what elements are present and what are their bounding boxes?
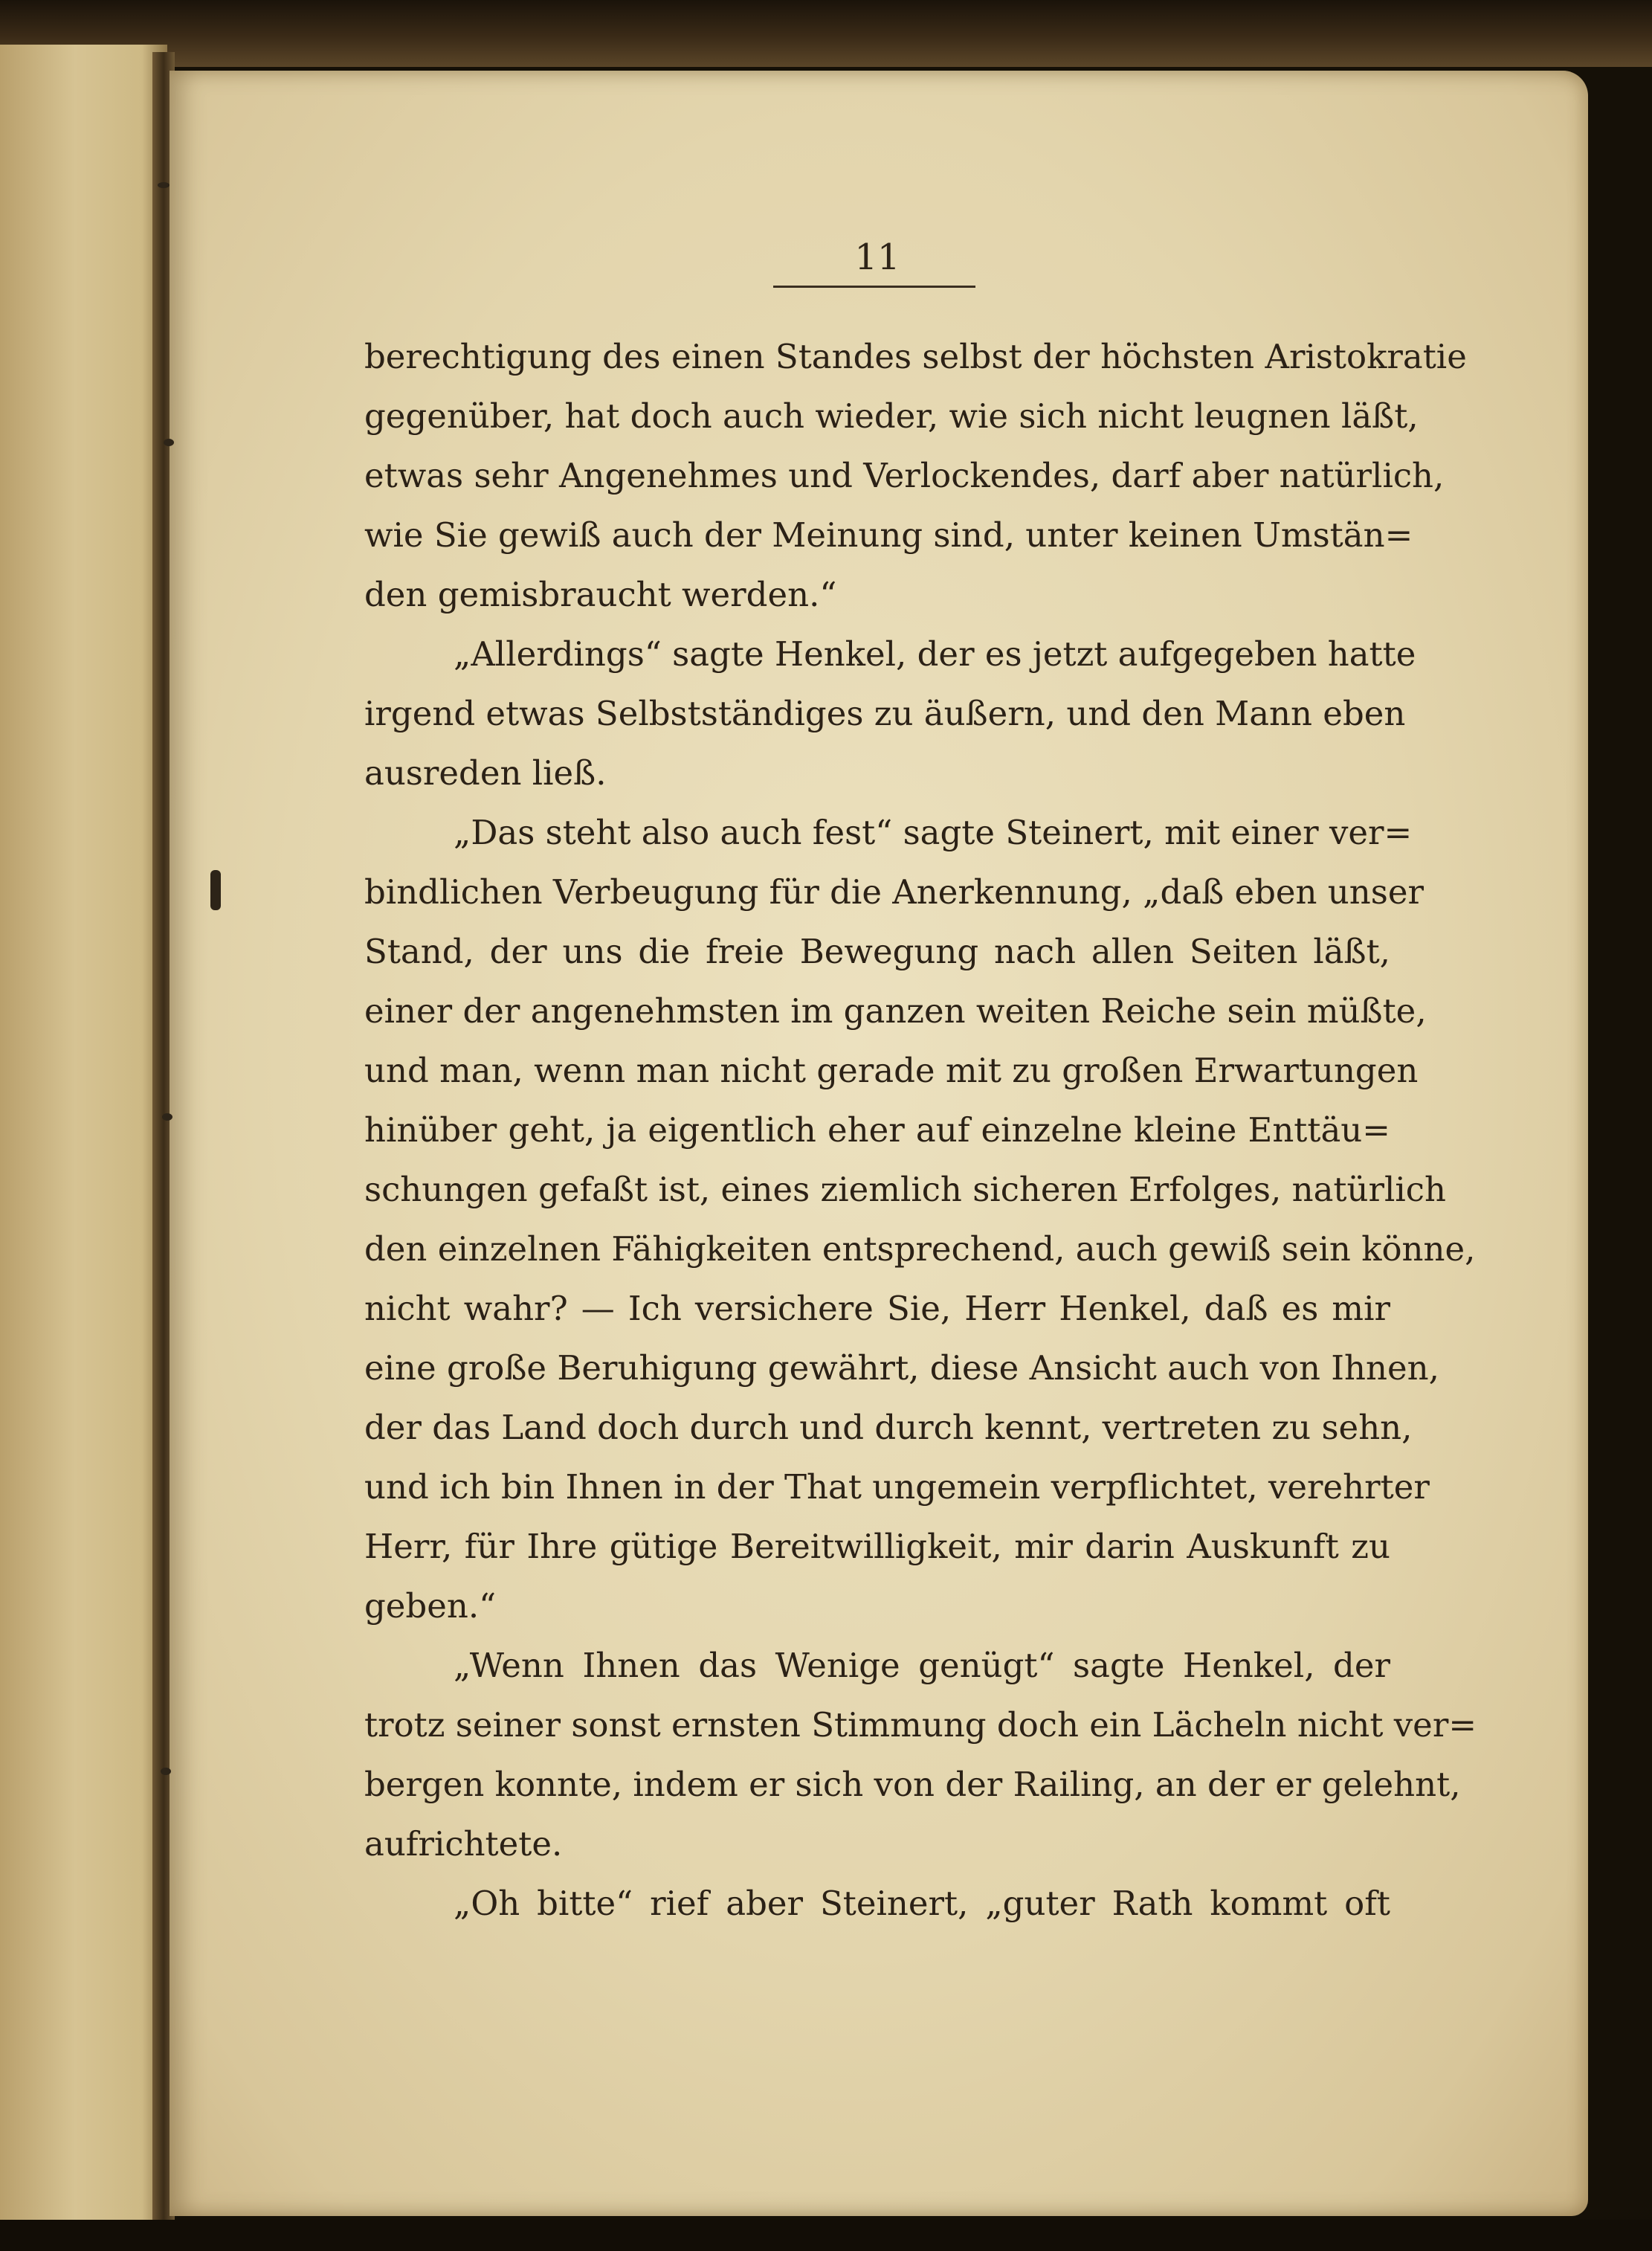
left-margin-mark — [161, 1768, 171, 1775]
text-line: den gemisbraucht werden.“ — [364, 575, 837, 614]
text-line: berechtigung des einen Standes selbst der höchsten Aristokratie — [364, 337, 1467, 376]
text-line: wie Sie gewiß auch der Meinung sind, unter keinen Umstän= — [364, 515, 1413, 555]
text-line: trotz seiner sonst ernsten Stimmung doch ein Lächeln nicht ver= — [364, 1705, 1477, 1745]
text-line: geben.“ — [364, 1586, 497, 1626]
page-number: 11 — [854, 236, 900, 278]
text-line: schungen gefaßt ist, eines ziemlich sicheren Erfolges, natürlich — [364, 1170, 1446, 1209]
book-top-edge — [0, 0, 1652, 67]
text-line: der das Land doch durch und durch kennt, vertreten zu sehn, — [364, 1408, 1413, 1447]
left-page-edge — [0, 45, 167, 2227]
text-line: bindlichen Verbeugung für die Anerkennung, „daß eben unser — [364, 872, 1424, 912]
text-line: nicht wahr? — Ich versichere Sie, Herr Henkel, daß es mir — [364, 1289, 1390, 1328]
text-line: „Wenn Ihnen das Wenige genügt“ sagte Henkel, der — [454, 1646, 1390, 1685]
text-line: irgend etwas Selbstständiges zu äußern, und den Mann eben — [364, 694, 1406, 733]
text-line: „Das steht also auch fest“ sagte Steinert, mit einer ver= — [454, 813, 1413, 852]
left-margin-mark — [210, 870, 221, 910]
text-line: den einzelnen Fähigkeiten entsprechend, auch gewiß sein könne, — [364, 1229, 1476, 1269]
text-line: einer der angenehmsten im ganzen weiten Reiche sein müßte, — [364, 991, 1427, 1031]
text-line: „Oh bitte“ rief aber Steinert, „guter Rath kommt oft — [454, 1884, 1390, 1923]
text-line: bergen konnte, indem er sich von der Railing, an der er gelehnt, — [364, 1765, 1461, 1804]
text-line: gegenüber, hat doch auch wieder, wie sich nicht leugnen läßt, — [364, 396, 1419, 436]
text-line: hinüber geht, ja eigentlich eher auf einzelne kleine Enttäu= — [364, 1110, 1390, 1150]
body-text — [364, 327, 1477, 1933]
text-line: aufrichtete. — [364, 1824, 563, 1864]
text-line: Herr, für Ihre gütige Bereitwilligkeit, mir darin Auskunft zu — [364, 1527, 1390, 1566]
left-margin-mark — [164, 439, 174, 446]
text-line: eine große Beruhigung gewährt, diese Ansicht auch von Ihnen, — [364, 1348, 1439, 1388]
left-margin-mark — [162, 1113, 172, 1121]
text-line: und ich bin Ihnen in der That ungemein verpflichtet, verehrter — [364, 1467, 1430, 1507]
text-line: „Allerdings“ sagte Henkel, der es jetzt aufgegeben hatte — [454, 634, 1416, 674]
text-line: ausreden ließ. — [364, 753, 607, 793]
text-line: etwas sehr Angenehmes und Verlockendes, darf aber natürlich, — [364, 456, 1445, 495]
left-margin-mark — [158, 182, 170, 188]
page-number-rule — [773, 286, 975, 288]
text-line: Stand, der uns die freie Bewegung nach allen Seiten läßt, — [364, 932, 1390, 971]
text-line: und man, wenn man nicht gerade mit zu großen Erwartungen — [364, 1051, 1419, 1090]
book-bottom-edge — [0, 2220, 1652, 2251]
